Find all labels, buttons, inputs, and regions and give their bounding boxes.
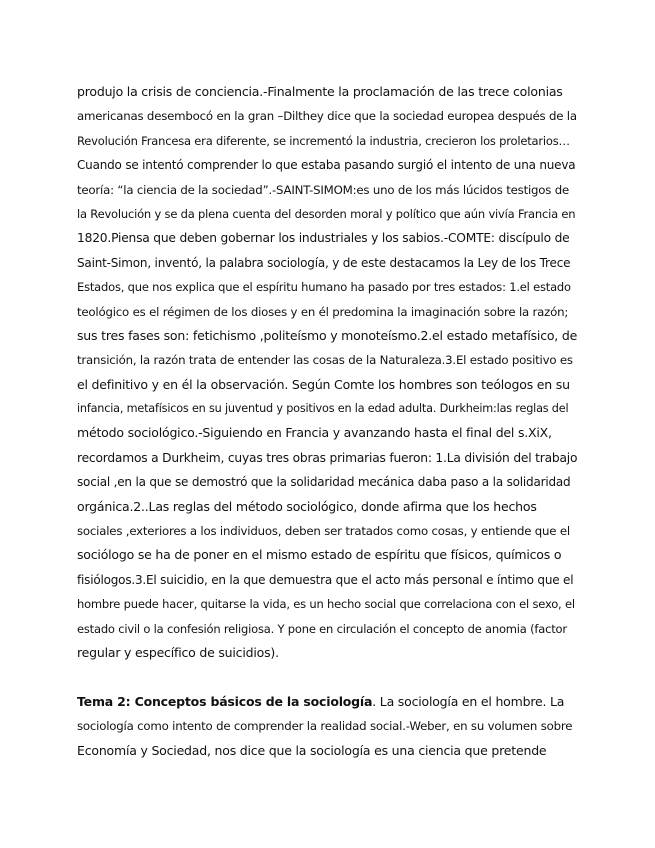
paragraph-gap	[77, 665, 577, 689]
text-line: social ,en la que se demostró que la solidaridad mecánica daba paso a la solidaridad	[77, 475, 571, 490]
text-line: infancia, metafísicos en su juventud y positivos en la edad adulta. Durkheim:las reglas del	[77, 402, 569, 416]
document-page	[77, 80, 577, 763]
text-line: transición, la razón trata de entender las cosas de la Naturaleza.3.El estado positivo es	[77, 353, 573, 368]
text-line: 1820.Piensa que deben gobernar los industriales y los sabios.-COMTE: discípulo de	[77, 231, 570, 246]
text-line: fisiólogos.3.El suicidio, en la que demuestra que el acto más personal e íntimo que el	[77, 572, 574, 587]
text-line: recordamos a Durkheim, cuyas tres obras primarias fueron: 1.La división del trabajo	[77, 450, 578, 465]
text-line: teológico es el régimen de los dioses y en él predomina la imaginación sobre la razón;	[77, 304, 569, 319]
text-line: orgánica.2..Las reglas del método sociológico, donde afirma que los hechos	[77, 498, 537, 514]
text-line: produjo la crisis de conciencia.-Finalmente la proclamación de las trece colonias	[77, 84, 563, 99]
section-heading: Tema 2: Conceptos básicos de la sociología	[77, 693, 373, 709]
text-line: sociología como intento de comprender la realidad social.-Weber, en su volumen sobre	[77, 719, 573, 734]
heading-continuation: . La sociología en el hombre. La	[372, 693, 565, 709]
text-line: Cuando se intentó comprender lo que estaba pasando surgió el intento de una nueva	[77, 158, 576, 173]
text-line: Estados, que nos explica que el espíritu humano ha pasado por tres estados: 1.el estado	[77, 280, 571, 295]
paragraph-tema-2	[77, 690, 577, 763]
text-line: la Revolución y se da plena cuenta del desorden moral y político que aún vivía Francia en	[77, 206, 576, 221]
text-line: regular y específico de suicidios).	[77, 644, 279, 660]
text-line: estado civil o la confesión religiosa. Y pone en circulación el concepto de anomia (factor	[77, 621, 567, 636]
text-line: sociólogo se ha de poner en el mismo estado de espíritu que físicos, químicos o	[77, 547, 562, 563]
text-line: Saint-Simon, inventó, la palabra sociología, y de este destacamos la Ley de los Trece	[77, 255, 571, 270]
text-line: americanas desembocó en la gran –Dilthey dice que la sociedad europea después de la	[77, 109, 577, 124]
text-line: sociales ,exteriores a los individuos, deben ser tratados como cosas, y entiende que el	[77, 524, 570, 539]
paragraph-history	[77, 80, 577, 665]
text-line: sus tres fases son: fetichismo ,politeísmo y monoteísmo.2.el estado metafísico, de	[77, 327, 578, 343]
text-line: método sociológico.-Siguiendo en Francia y avanzando hasta el final del s.XiX,	[77, 425, 552, 441]
text-line	[77, 690, 577, 714]
text-line: teoría: “la ciencia de la sociedad”.-SAINT-SIMOM:es uno de los más lúcidos testigos de	[77, 182, 570, 197]
text-line: el definitivo y en él la observación. Según Comte los hombres son teólogos en su	[77, 376, 570, 392]
text-line: hombre puede hacer, quitarse la vida, es un hecho social que correlaciona con el sexo, el	[77, 597, 575, 612]
text-line: Revolución Francesa era diferente, se incrementó la industria, crecieron los proletarios…	[77, 133, 570, 148]
text-line: Economía y Sociedad, nos dice que la sociología es una ciencia que pretende	[77, 742, 547, 758]
